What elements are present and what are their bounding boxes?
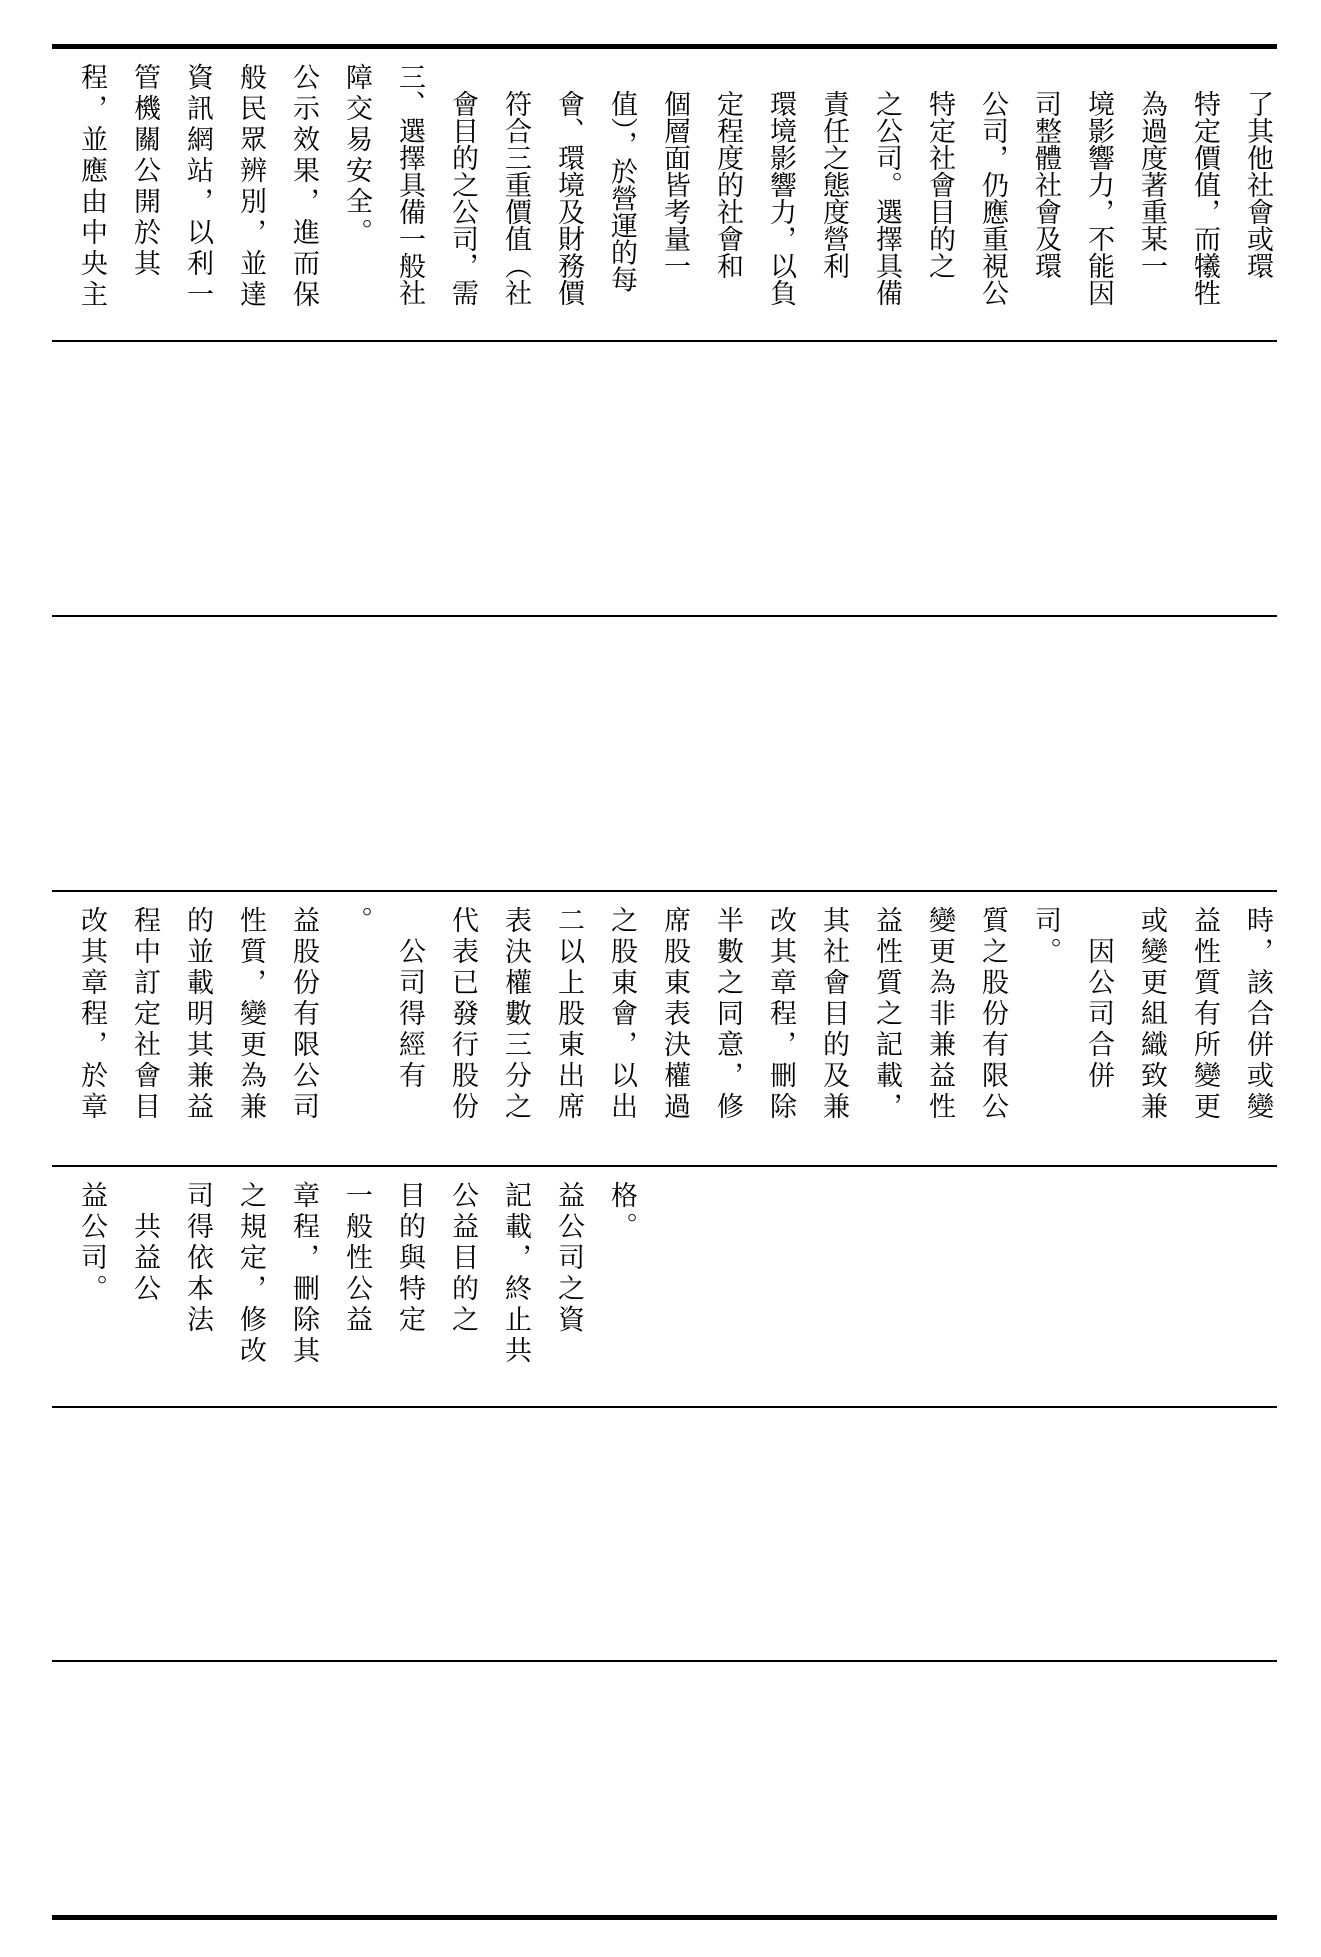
text-column: 格。 — [606, 1181, 637, 1243]
text-column: 之股東會，以出 — [606, 906, 637, 1123]
text-column: 目的與特定 — [394, 1181, 425, 1336]
text-column: 境影響力，不能因 — [1083, 63, 1114, 306]
text-column: 性質，變更為兼 — [235, 906, 266, 1123]
text-column: 益股份有限公司 — [288, 906, 319, 1123]
explanation-section — [52, 49, 1277, 340]
text-column: 三、選擇具備一般社 — [394, 63, 425, 306]
text-column: 為過度著重某一 — [1136, 63, 1167, 279]
text-column: 益性質之記載， — [871, 906, 902, 1123]
text-column: 席股東表決權過 — [659, 906, 690, 1123]
text-column: 符合三重價值（社 — [500, 63, 531, 306]
text-column: 司。 — [1030, 906, 1061, 968]
empty-section-2 — [52, 342, 1277, 615]
empty-section-7 — [52, 1662, 1277, 1915]
text-column: 環境影響力，以負 — [765, 63, 796, 306]
text-column: 記載，終止共 — [500, 1181, 531, 1367]
text-column: 二以上股東出席 — [553, 906, 584, 1123]
text-column: 會、環境及財務價 — [553, 63, 584, 306]
text-column: 改其章程，刪除 — [765, 906, 796, 1123]
text-column: 特定社會目的之 — [924, 63, 955, 279]
text-column: 個層面皆考量一 — [659, 63, 690, 279]
termination-section — [52, 1167, 1277, 1406]
amendment-columns — [60, 892, 1277, 1165]
text-column: 責任之態度營利 — [818, 63, 849, 279]
text-column: 了其他社會或環 — [1242, 63, 1273, 279]
termination-columns — [60, 1167, 1277, 1406]
explanation-columns — [60, 49, 1277, 340]
empty-section-3 — [52, 617, 1277, 890]
text-column: 管機關公開於其 — [129, 63, 160, 280]
empty-section-6 — [52, 1408, 1277, 1660]
text-column: 因公司合併 — [1083, 906, 1114, 1092]
text-column: 益性質有所變更 — [1189, 906, 1220, 1123]
text-column: 變更為非兼益性 — [924, 906, 955, 1123]
text-column: 之規定，修改 — [235, 1181, 266, 1367]
text-column: 代表已發行股份 — [447, 906, 478, 1123]
text-column: 般民眾辨別，並達 — [235, 63, 266, 311]
text-column: 。 — [341, 906, 372, 937]
text-column: 的並載明其兼益 — [182, 906, 213, 1123]
text-column: 章程，刪除其 — [288, 1181, 319, 1367]
text-column: 半數之同意，修 — [712, 906, 743, 1123]
text-column: 會目的之公司，需 — [447, 63, 478, 306]
text-column: 資訊網站，以利一 — [182, 63, 213, 311]
text-column: 一般性公益 — [341, 1181, 372, 1336]
text-column: 之公司。選擇具備 — [871, 63, 902, 306]
text-column: 障交易安全。 — [341, 63, 372, 249]
bottom-border-rule — [52, 1915, 1277, 1920]
text-column: 公益目的之 — [447, 1181, 478, 1336]
text-column: 公示效果，進而保 — [288, 63, 319, 311]
text-column: 共益公 — [129, 1181, 160, 1305]
text-column: 程中訂定社會目 — [129, 906, 160, 1123]
text-column: 值），於營運的每 — [606, 63, 637, 293]
text-column: 改其章程，於章 — [76, 906, 107, 1123]
amendment-section — [52, 892, 1277, 1165]
text-column: 公司，仍應重視公 — [977, 63, 1008, 306]
text-column: 司得依本法 — [182, 1181, 213, 1336]
text-column: 特定價值，而犧牲 — [1189, 63, 1220, 306]
text-column: 時，該合併或變 — [1242, 906, 1273, 1123]
text-column: 司整體社會及環 — [1030, 63, 1061, 279]
text-column: 表決權數三分之 — [500, 906, 531, 1123]
text-column: 益公司。 — [76, 1181, 107, 1305]
text-column: 公司得經有 — [394, 906, 425, 1092]
text-column: 益公司之資 — [553, 1181, 584, 1336]
text-column: 或變更組織致兼 — [1136, 906, 1167, 1123]
text-column: 程，並應由中央主 — [76, 63, 107, 311]
text-column: 質之股份有限公 — [977, 906, 1008, 1123]
text-column: 定程度的社會和 — [712, 63, 743, 279]
text-column: 其社會目的及兼 — [818, 906, 849, 1123]
